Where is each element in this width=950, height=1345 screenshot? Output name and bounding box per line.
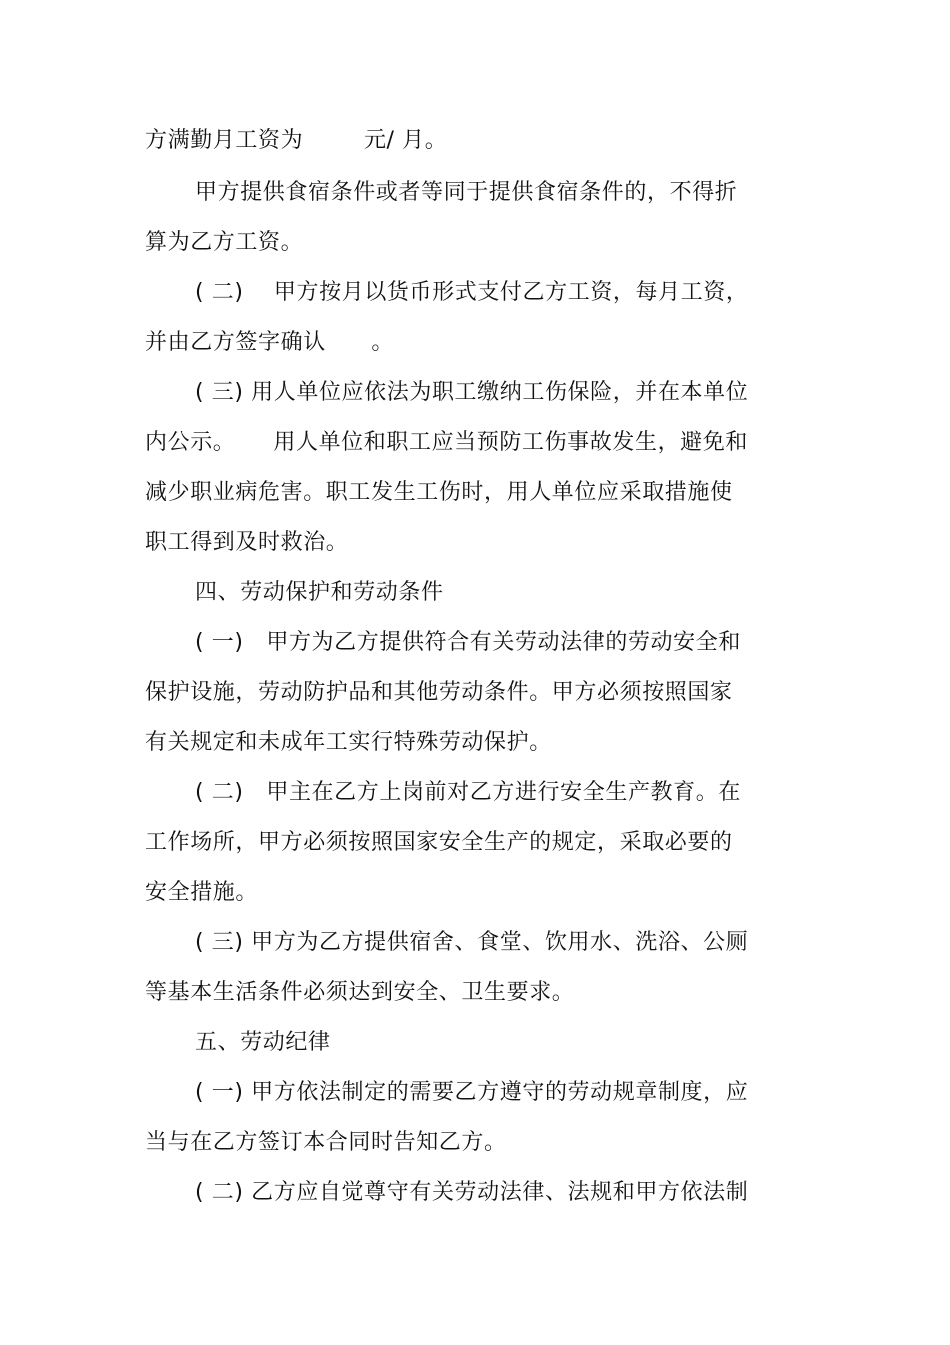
text-line: ( 二) 甲主在乙方上岗前对乙方进行安全生产教育。在 <box>195 780 741 805</box>
text-line: ( 三) 用人单位应依法为职工缴纳工伤保险，并在本单位 <box>195 380 749 405</box>
text-line: ( 一) 甲方依法制定的需要乙方遵守的劳动规章制度，应 <box>195 1080 749 1105</box>
text-line: 工作场所，甲方必须按照国家安全生产的规定，采取必要的 <box>145 830 733 855</box>
text-line: 算为乙方工资。 <box>145 230 304 255</box>
text-line: 当与在乙方签订本合同时告知乙方。 <box>145 1130 507 1155</box>
text-line: 等基本生活条件必须达到安全、卫生要求。 <box>145 980 575 1005</box>
text-line: ( 一) 甲方为乙方提供符合有关劳动法律的劳动安全和 <box>195 630 741 655</box>
text-line: 内公示。 用人单位和职工应当预防工伤事故发生，避免和 <box>145 430 748 455</box>
text-line: 并由乙方签字确认 。 <box>145 330 394 355</box>
section-heading: 五、劳动纪律 <box>195 1030 331 1055</box>
text-line: ( 二) 甲方按月以货币形式支付乙方工资，每月工资， <box>195 280 749 305</box>
text-line: 甲方提供食宿条件或者等同于提供食宿条件的，不得折 <box>195 180 738 205</box>
text-line: ( 二) 乙方应自觉尊守有关劳动法律、法规和甲方依法制 <box>195 1180 749 1205</box>
text-line: 保护设施，劳动防护品和其他劳动条件。甲方必须按照国家 <box>145 680 733 705</box>
text-line: 职工得到及时救治。 <box>145 530 349 555</box>
text-line: ( 三) 甲方为乙方提供宿舍、食堂、饮用水、洗浴、公厕 <box>195 930 749 955</box>
text-line: 安全措施。 <box>145 880 259 905</box>
section-heading: 四、劳动保护和劳动条件 <box>195 580 444 605</box>
text-line: 有关规定和未成年工实行特殊劳动保护。 <box>145 730 552 755</box>
text-line: 方满勤月工资为 元/ 月。 <box>145 128 448 153</box>
text-line: 减少职业病危害。职工发生工伤时，用人单位应采取措施使 <box>145 480 733 505</box>
